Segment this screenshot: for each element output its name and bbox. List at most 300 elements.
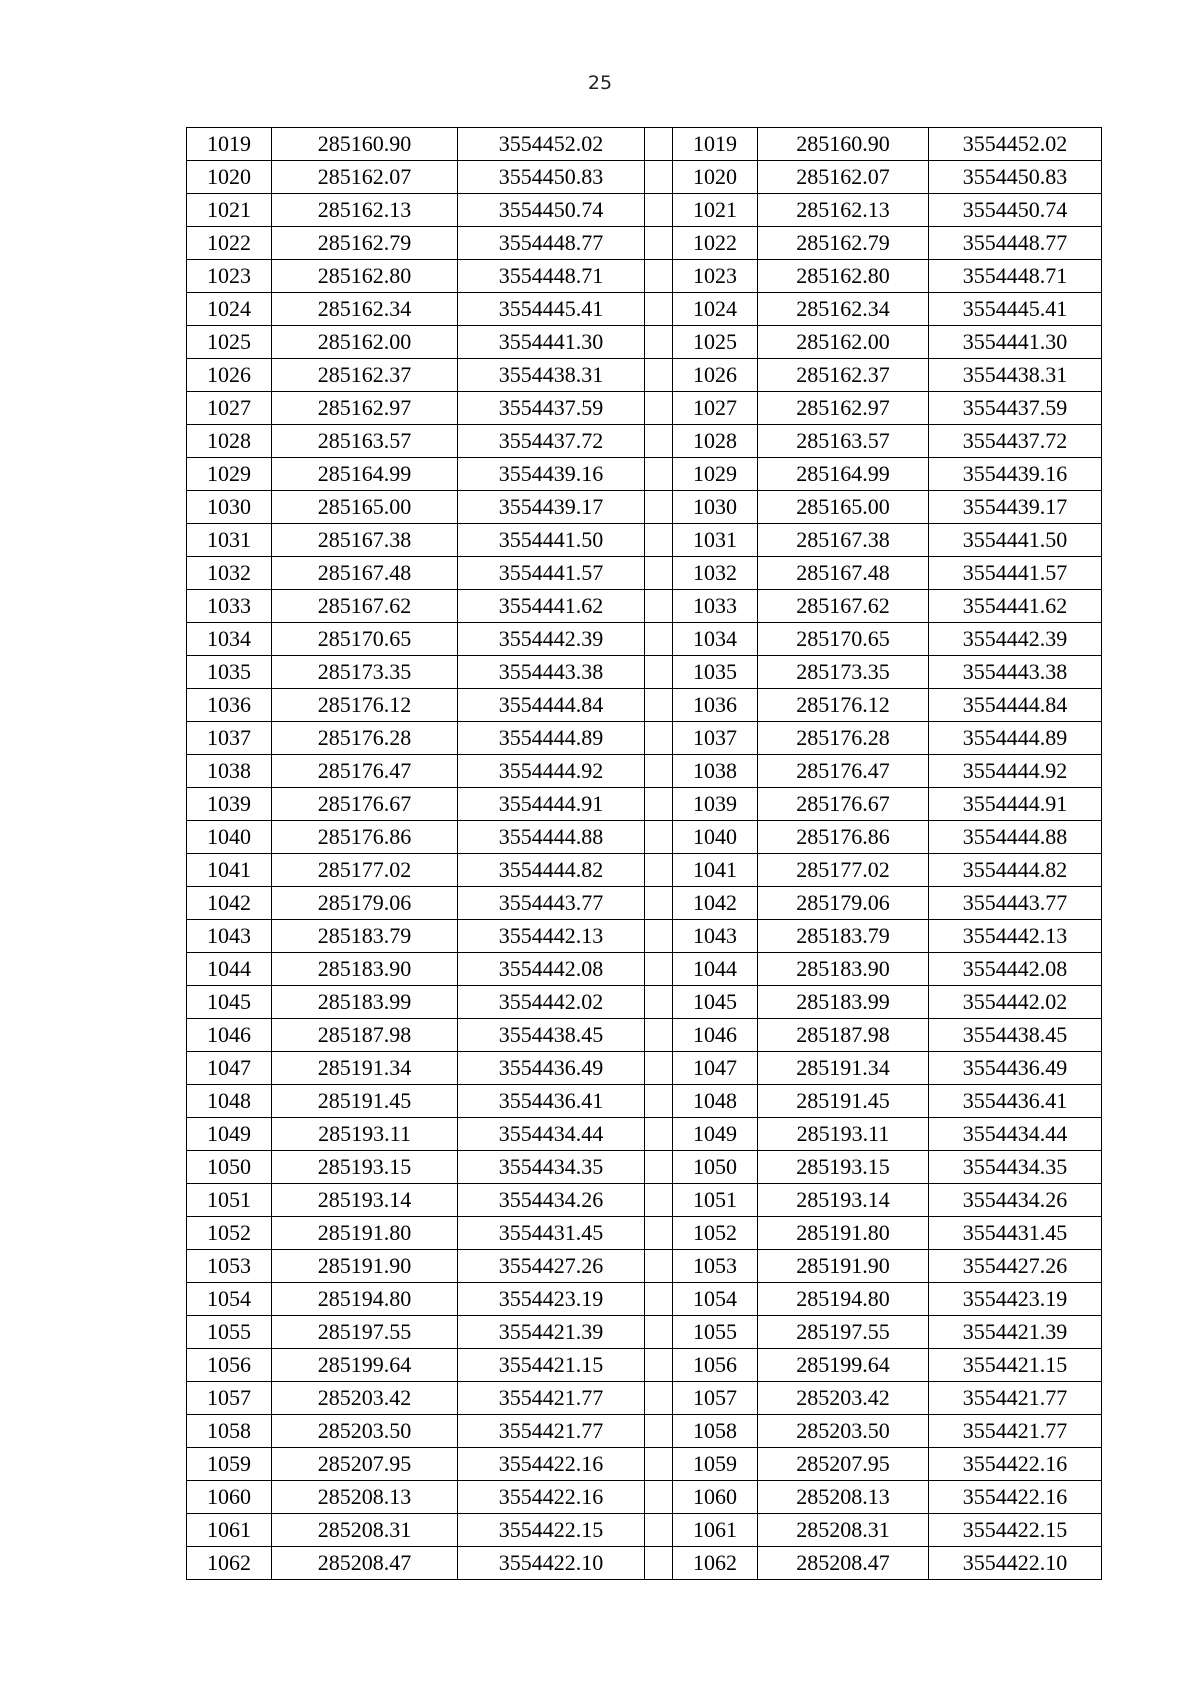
y-coordinate-cell: 3554444.89 (929, 722, 1102, 755)
separator-cell (645, 1448, 673, 1481)
y-coordinate-cell: 3554444.84 (458, 689, 645, 722)
table-row (187, 1250, 1102, 1283)
y-coordinate-cell: 3554437.59 (929, 392, 1102, 425)
separator-cell (645, 887, 673, 920)
point-number-cell: 1051 (187, 1184, 272, 1217)
point-number-cell: 1023 (673, 260, 758, 293)
y-coordinate-cell: 3554427.26 (458, 1250, 645, 1283)
separator-cell (645, 1085, 673, 1118)
point-number-cell: 1028 (187, 425, 272, 458)
point-number-cell: 1026 (673, 359, 758, 392)
separator-cell (645, 953, 673, 986)
point-number-cell: 1045 (673, 986, 758, 1019)
y-coordinate-cell: 3554448.77 (929, 227, 1102, 260)
table-row (187, 887, 1102, 920)
point-number-cell: 1044 (187, 953, 272, 986)
y-coordinate-cell: 3554452.02 (458, 128, 645, 161)
point-number-cell: 1047 (187, 1052, 272, 1085)
x-coordinate-cell: 285162.79 (272, 227, 458, 260)
table-row (187, 953, 1102, 986)
point-number-cell: 1040 (673, 821, 758, 854)
point-number-cell: 1029 (187, 458, 272, 491)
point-number-cell: 1039 (673, 788, 758, 821)
table-row (187, 986, 1102, 1019)
point-number-cell: 1027 (673, 392, 758, 425)
x-coordinate-cell: 285179.06 (272, 887, 458, 920)
point-number-cell: 1054 (673, 1283, 758, 1316)
x-coordinate-cell: 285176.47 (272, 755, 458, 788)
x-coordinate-cell: 285176.28 (272, 722, 458, 755)
point-number-cell: 1056 (187, 1349, 272, 1382)
table-row (187, 1283, 1102, 1316)
point-number-cell: 1034 (187, 623, 272, 656)
point-number-cell: 1033 (187, 590, 272, 623)
x-coordinate-cell: 285199.64 (272, 1349, 458, 1382)
table-row (187, 1349, 1102, 1382)
x-coordinate-cell: 285165.00 (758, 491, 929, 524)
x-coordinate-cell: 285183.90 (758, 953, 929, 986)
y-coordinate-cell: 3554444.84 (929, 689, 1102, 722)
separator-cell (645, 1514, 673, 1547)
page-number: 25 (587, 72, 613, 94)
x-coordinate-cell: 285208.47 (272, 1547, 458, 1580)
separator-cell (645, 293, 673, 326)
table-row (187, 194, 1102, 227)
separator-cell (645, 986, 673, 1019)
x-coordinate-cell: 285191.90 (272, 1250, 458, 1283)
x-coordinate-cell: 285193.11 (272, 1118, 458, 1151)
point-number-cell: 1037 (187, 722, 272, 755)
point-number-cell: 1019 (673, 128, 758, 161)
x-coordinate-cell: 285160.90 (272, 128, 458, 161)
point-number-cell: 1058 (673, 1415, 758, 1448)
y-coordinate-cell: 3554441.62 (929, 590, 1102, 623)
x-coordinate-cell: 285208.13 (272, 1481, 458, 1514)
point-number-cell: 1049 (187, 1118, 272, 1151)
point-number-cell: 1060 (673, 1481, 758, 1514)
separator-cell (645, 425, 673, 458)
x-coordinate-cell: 285162.13 (758, 194, 929, 227)
separator-cell (645, 755, 673, 788)
y-coordinate-cell: 3554421.77 (929, 1382, 1102, 1415)
y-coordinate-cell: 3554450.83 (458, 161, 645, 194)
table-row (187, 359, 1102, 392)
table-row (187, 1448, 1102, 1481)
x-coordinate-cell: 285191.90 (758, 1250, 929, 1283)
y-coordinate-cell: 3554444.88 (458, 821, 645, 854)
x-coordinate-cell: 285162.07 (758, 161, 929, 194)
y-coordinate-cell: 3554439.16 (929, 458, 1102, 491)
x-coordinate-cell: 285162.97 (272, 392, 458, 425)
x-coordinate-cell: 285191.45 (758, 1085, 929, 1118)
point-number-cell: 1020 (187, 161, 272, 194)
point-number-cell: 1049 (673, 1118, 758, 1151)
x-coordinate-cell: 285194.80 (272, 1283, 458, 1316)
point-number-cell: 1019 (187, 128, 272, 161)
point-number-cell: 1043 (187, 920, 272, 953)
point-number-cell: 1025 (673, 326, 758, 359)
separator-cell (645, 1481, 673, 1514)
x-coordinate-cell: 285163.57 (272, 425, 458, 458)
y-coordinate-cell: 3554441.62 (458, 590, 645, 623)
y-coordinate-cell: 3554437.72 (458, 425, 645, 458)
point-number-cell: 1050 (673, 1151, 758, 1184)
y-coordinate-cell: 3554438.45 (929, 1019, 1102, 1052)
y-coordinate-cell: 3554441.30 (458, 326, 645, 359)
point-number-cell: 1032 (187, 557, 272, 590)
table-row (187, 1316, 1102, 1349)
y-coordinate-cell: 3554438.31 (929, 359, 1102, 392)
y-coordinate-cell: 3554442.08 (929, 953, 1102, 986)
separator-cell (645, 1217, 673, 1250)
x-coordinate-cell: 285197.55 (758, 1316, 929, 1349)
x-coordinate-cell: 285199.64 (758, 1349, 929, 1382)
table-row (187, 1514, 1102, 1547)
x-coordinate-cell: 285193.11 (758, 1118, 929, 1151)
x-coordinate-cell: 285162.13 (272, 194, 458, 227)
table-row (187, 425, 1102, 458)
x-coordinate-cell: 285191.34 (272, 1052, 458, 1085)
x-coordinate-cell: 285170.65 (272, 623, 458, 656)
x-coordinate-cell: 285162.97 (758, 392, 929, 425)
y-coordinate-cell: 3554421.77 (458, 1415, 645, 1448)
separator-cell (645, 1019, 673, 1052)
point-number-cell: 1050 (187, 1151, 272, 1184)
y-coordinate-cell: 3554444.82 (929, 854, 1102, 887)
y-coordinate-cell: 3554421.77 (458, 1382, 645, 1415)
table-row (187, 1481, 1102, 1514)
y-coordinate-cell: 3554444.88 (929, 821, 1102, 854)
x-coordinate-cell: 285160.90 (758, 128, 929, 161)
point-number-cell: 1041 (673, 854, 758, 887)
y-coordinate-cell: 3554442.13 (458, 920, 645, 953)
y-coordinate-cell: 3554434.35 (458, 1151, 645, 1184)
x-coordinate-cell: 285203.42 (272, 1382, 458, 1415)
y-coordinate-cell: 3554437.59 (458, 392, 645, 425)
point-number-cell: 1031 (187, 524, 272, 557)
table-row (187, 1382, 1102, 1415)
table-row (187, 590, 1102, 623)
table-row (187, 392, 1102, 425)
y-coordinate-cell: 3554448.77 (458, 227, 645, 260)
separator-cell (645, 656, 673, 689)
separator-cell (645, 722, 673, 755)
x-coordinate-cell: 285167.62 (272, 590, 458, 623)
x-coordinate-cell: 285176.67 (758, 788, 929, 821)
x-coordinate-cell: 285167.62 (758, 590, 929, 623)
point-number-cell: 1055 (673, 1316, 758, 1349)
x-coordinate-cell: 285162.00 (272, 326, 458, 359)
separator-cell (645, 1547, 673, 1580)
y-coordinate-cell: 3554423.19 (929, 1283, 1102, 1316)
y-coordinate-cell: 3554444.91 (929, 788, 1102, 821)
point-number-cell: 1023 (187, 260, 272, 293)
y-coordinate-cell: 3554434.44 (458, 1118, 645, 1151)
point-number-cell: 1040 (187, 821, 272, 854)
x-coordinate-cell: 285208.13 (758, 1481, 929, 1514)
x-coordinate-cell: 285208.31 (758, 1514, 929, 1547)
point-number-cell: 1052 (673, 1217, 758, 1250)
point-number-cell: 1058 (187, 1415, 272, 1448)
separator-cell (645, 1151, 673, 1184)
y-coordinate-cell: 3554444.82 (458, 854, 645, 887)
x-coordinate-cell: 285173.35 (758, 656, 929, 689)
point-number-cell: 1035 (187, 656, 272, 689)
point-number-cell: 1061 (187, 1514, 272, 1547)
point-number-cell: 1062 (673, 1547, 758, 1580)
separator-cell (645, 1283, 673, 1316)
x-coordinate-cell: 285203.50 (758, 1415, 929, 1448)
y-coordinate-cell: 3554439.17 (929, 491, 1102, 524)
point-number-cell: 1036 (673, 689, 758, 722)
y-coordinate-cell: 3554445.41 (458, 293, 645, 326)
x-coordinate-cell: 285163.57 (758, 425, 929, 458)
point-number-cell: 1039 (187, 788, 272, 821)
y-coordinate-cell: 3554448.71 (458, 260, 645, 293)
separator-cell (645, 1250, 673, 1283)
point-number-cell: 1038 (673, 755, 758, 788)
y-coordinate-cell: 3554442.02 (929, 986, 1102, 1019)
x-coordinate-cell: 285176.28 (758, 722, 929, 755)
point-number-cell: 1044 (673, 953, 758, 986)
point-number-cell: 1051 (673, 1184, 758, 1217)
point-number-cell: 1022 (673, 227, 758, 260)
y-coordinate-cell: 3554442.39 (458, 623, 645, 656)
point-number-cell: 1046 (673, 1019, 758, 1052)
point-number-cell: 1024 (673, 293, 758, 326)
x-coordinate-cell: 285162.80 (272, 260, 458, 293)
table-row (187, 722, 1102, 755)
y-coordinate-cell: 3554443.77 (458, 887, 645, 920)
point-number-cell: 1028 (673, 425, 758, 458)
table-row (187, 821, 1102, 854)
separator-cell (645, 590, 673, 623)
separator-cell (645, 821, 673, 854)
x-coordinate-cell: 285183.99 (272, 986, 458, 1019)
separator-cell (645, 260, 673, 293)
x-coordinate-cell: 285164.99 (272, 458, 458, 491)
point-number-cell: 1042 (187, 887, 272, 920)
x-coordinate-cell: 285167.38 (272, 524, 458, 557)
y-coordinate-cell: 3554441.50 (458, 524, 645, 557)
y-coordinate-cell: 3554442.13 (929, 920, 1102, 953)
table-row (187, 1118, 1102, 1151)
x-coordinate-cell: 285203.50 (272, 1415, 458, 1448)
table-row (187, 1415, 1102, 1448)
y-coordinate-cell: 3554444.89 (458, 722, 645, 755)
x-coordinate-cell: 285194.80 (758, 1283, 929, 1316)
y-coordinate-cell: 3554434.44 (929, 1118, 1102, 1151)
point-number-cell: 1030 (187, 491, 272, 524)
x-coordinate-cell: 285183.79 (758, 920, 929, 953)
x-coordinate-cell: 285173.35 (272, 656, 458, 689)
point-number-cell: 1057 (187, 1382, 272, 1415)
separator-cell (645, 524, 673, 557)
y-coordinate-cell: 3554444.92 (929, 755, 1102, 788)
table-row (187, 1019, 1102, 1052)
table-row (187, 128, 1102, 161)
y-coordinate-cell: 3554421.15 (929, 1349, 1102, 1382)
y-coordinate-cell: 3554423.19 (458, 1283, 645, 1316)
table-row (187, 788, 1102, 821)
y-coordinate-cell: 3554443.38 (458, 656, 645, 689)
point-number-cell: 1021 (187, 194, 272, 227)
y-coordinate-cell: 3554422.16 (458, 1481, 645, 1514)
table-row (187, 260, 1102, 293)
point-number-cell: 1021 (673, 194, 758, 227)
y-coordinate-cell: 3554438.45 (458, 1019, 645, 1052)
point-number-cell: 1022 (187, 227, 272, 260)
point-number-cell: 1030 (673, 491, 758, 524)
y-coordinate-cell: 3554422.16 (929, 1448, 1102, 1481)
x-coordinate-cell: 285176.86 (758, 821, 929, 854)
y-coordinate-cell: 3554421.39 (458, 1316, 645, 1349)
x-coordinate-cell: 285191.80 (272, 1217, 458, 1250)
y-coordinate-cell: 3554422.10 (458, 1547, 645, 1580)
x-coordinate-cell: 285162.07 (272, 161, 458, 194)
y-coordinate-cell: 3554439.17 (458, 491, 645, 524)
separator-cell (645, 227, 673, 260)
point-number-cell: 1020 (673, 161, 758, 194)
separator-cell (645, 194, 673, 227)
x-coordinate-cell: 285167.48 (272, 557, 458, 590)
point-number-cell: 1034 (673, 623, 758, 656)
y-coordinate-cell: 3554441.50 (929, 524, 1102, 557)
x-coordinate-cell: 285167.38 (758, 524, 929, 557)
y-coordinate-cell: 3554436.49 (458, 1052, 645, 1085)
y-coordinate-cell: 3554450.74 (458, 194, 645, 227)
x-coordinate-cell: 285176.12 (272, 689, 458, 722)
y-coordinate-cell: 3554448.71 (929, 260, 1102, 293)
point-number-cell: 1056 (673, 1349, 758, 1382)
y-coordinate-cell: 3554421.39 (929, 1316, 1102, 1349)
point-number-cell: 1043 (673, 920, 758, 953)
y-coordinate-cell: 3554441.57 (929, 557, 1102, 590)
x-coordinate-cell: 285176.12 (758, 689, 929, 722)
x-coordinate-cell: 285162.37 (272, 359, 458, 392)
coordinates-table (186, 127, 1102, 1580)
table-row (187, 656, 1102, 689)
x-coordinate-cell: 285193.15 (272, 1151, 458, 1184)
point-number-cell: 1038 (187, 755, 272, 788)
y-coordinate-cell: 3554436.49 (929, 1052, 1102, 1085)
y-coordinate-cell: 3554441.30 (929, 326, 1102, 359)
separator-cell (645, 392, 673, 425)
point-number-cell: 1027 (187, 392, 272, 425)
x-coordinate-cell: 285176.47 (758, 755, 929, 788)
y-coordinate-cell: 3554441.57 (458, 557, 645, 590)
table-row (187, 1217, 1102, 1250)
table-row (187, 557, 1102, 590)
separator-cell (645, 128, 673, 161)
y-coordinate-cell: 3554434.26 (458, 1184, 645, 1217)
y-coordinate-cell: 3554442.08 (458, 953, 645, 986)
table-row (187, 458, 1102, 491)
point-number-cell: 1024 (187, 293, 272, 326)
x-coordinate-cell: 285183.99 (758, 986, 929, 1019)
point-number-cell: 1037 (673, 722, 758, 755)
y-coordinate-cell: 3554434.35 (929, 1151, 1102, 1184)
point-number-cell: 1026 (187, 359, 272, 392)
point-number-cell: 1059 (187, 1448, 272, 1481)
point-number-cell: 1059 (673, 1448, 758, 1481)
y-coordinate-cell: 3554431.45 (458, 1217, 645, 1250)
point-number-cell: 1031 (673, 524, 758, 557)
x-coordinate-cell: 285187.98 (272, 1019, 458, 1052)
x-coordinate-cell: 285162.34 (272, 293, 458, 326)
point-number-cell: 1055 (187, 1316, 272, 1349)
table-row (187, 524, 1102, 557)
point-number-cell: 1048 (673, 1085, 758, 1118)
x-coordinate-cell: 285179.06 (758, 887, 929, 920)
coordinates-table-body (187, 128, 1102, 1580)
table-row (187, 854, 1102, 887)
separator-cell (645, 1118, 673, 1151)
separator-cell (645, 359, 673, 392)
y-coordinate-cell: 3554431.45 (929, 1217, 1102, 1250)
point-number-cell: 1025 (187, 326, 272, 359)
x-coordinate-cell: 285162.79 (758, 227, 929, 260)
y-coordinate-cell: 3554450.83 (929, 161, 1102, 194)
y-coordinate-cell: 3554452.02 (929, 128, 1102, 161)
separator-cell (645, 689, 673, 722)
x-coordinate-cell: 285207.95 (272, 1448, 458, 1481)
point-number-cell: 1045 (187, 986, 272, 1019)
point-number-cell: 1060 (187, 1481, 272, 1514)
x-coordinate-cell: 285165.00 (272, 491, 458, 524)
y-coordinate-cell: 3554444.92 (458, 755, 645, 788)
table-row (187, 1052, 1102, 1085)
y-coordinate-cell: 3554436.41 (458, 1085, 645, 1118)
x-coordinate-cell: 285208.47 (758, 1547, 929, 1580)
table-row (187, 689, 1102, 722)
point-number-cell: 1041 (187, 854, 272, 887)
separator-cell (645, 1415, 673, 1448)
separator-cell (645, 1349, 673, 1382)
point-number-cell: 1053 (187, 1250, 272, 1283)
x-coordinate-cell: 285183.90 (272, 953, 458, 986)
x-coordinate-cell: 285176.86 (272, 821, 458, 854)
table-row (187, 1184, 1102, 1217)
y-coordinate-cell: 3554422.10 (929, 1547, 1102, 1580)
separator-cell (645, 326, 673, 359)
y-coordinate-cell: 3554443.77 (929, 887, 1102, 920)
y-coordinate-cell: 3554439.16 (458, 458, 645, 491)
x-coordinate-cell: 285193.15 (758, 1151, 929, 1184)
y-coordinate-cell: 3554443.38 (929, 656, 1102, 689)
x-coordinate-cell: 285162.37 (758, 359, 929, 392)
y-coordinate-cell: 3554422.15 (458, 1514, 645, 1547)
y-coordinate-cell: 3554450.74 (929, 194, 1102, 227)
point-number-cell: 1052 (187, 1217, 272, 1250)
point-number-cell: 1042 (673, 887, 758, 920)
separator-cell (645, 623, 673, 656)
x-coordinate-cell: 285177.02 (272, 854, 458, 887)
table-row (187, 326, 1102, 359)
y-coordinate-cell: 3554445.41 (929, 293, 1102, 326)
point-number-cell: 1035 (673, 656, 758, 689)
x-coordinate-cell: 285187.98 (758, 1019, 929, 1052)
point-number-cell: 1062 (187, 1547, 272, 1580)
separator-cell (645, 557, 673, 590)
table-row (187, 920, 1102, 953)
table-row (187, 293, 1102, 326)
y-coordinate-cell: 3554437.72 (929, 425, 1102, 458)
table-row (187, 1085, 1102, 1118)
separator-cell (645, 458, 673, 491)
x-coordinate-cell: 285162.34 (758, 293, 929, 326)
point-number-cell: 1047 (673, 1052, 758, 1085)
